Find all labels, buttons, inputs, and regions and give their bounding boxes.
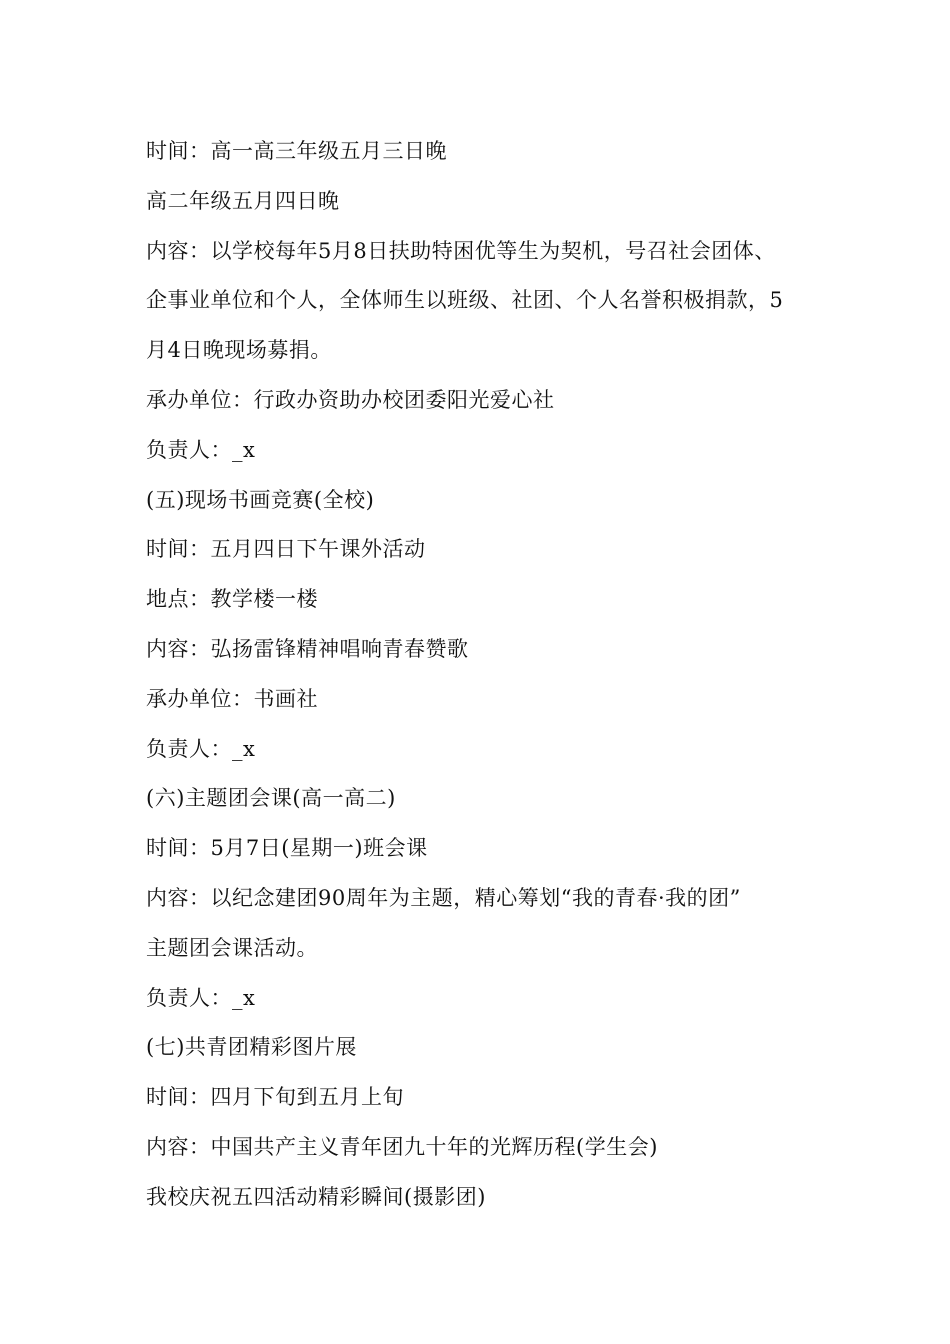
section-heading: (七)共青团精彩图片展 (146, 1035, 357, 1060)
section-heading: (六)主题团会课(高一高二) (146, 786, 396, 811)
text-line: 主题团会课活动。 (146, 935, 318, 960)
text-line: 内容：以学校每年5月8日扶助特困优等生为契机，号召社会团体、 (146, 238, 776, 263)
text-line: 月4日晚现场募捐。 (146, 338, 332, 363)
text-line: 高二年级五月四日晚 (146, 188, 340, 213)
text-line: 内容：中国共产主义青年团九十年的光辉历程(学生会) (146, 1134, 658, 1159)
text-line: 负责人：_x (146, 985, 256, 1010)
text-line: 时间：五月四日下午课外活动 (146, 537, 426, 562)
text-line: 承办单位：书画社 (146, 686, 318, 711)
text-line: 企事业单位和个人，全体师生以班级、社团、个人名誉积极捐款，5 (146, 288, 784, 313)
document-body (146, 127, 846, 1223)
text-line: 负责人：_x (146, 736, 256, 761)
text-line: 负责人：_x (146, 437, 256, 462)
text-line: 内容：弘扬雷锋精神唱响青春赞歌 (146, 636, 469, 661)
text-line: 时间：5月7日(星期一)班会课 (146, 836, 428, 861)
text-line: 地点：教学楼一楼 (146, 587, 318, 612)
text-line: 内容：以纪念建团90周年为主题，精心筹划“我的青春·我的团” (146, 885, 741, 910)
text-line: 我校庆祝五四活动精彩瞬间(摄影团) (146, 1184, 486, 1209)
text-line: 承办单位：行政办资助办校团委阳光爱心社 (146, 387, 555, 412)
text-line: 时间：高一高三年级五月三日晚 (146, 139, 447, 163)
section-heading: (五)现场书画竞赛(全校) (146, 487, 375, 512)
text-line: 时间：四月下旬到五月上旬 (146, 1085, 404, 1110)
